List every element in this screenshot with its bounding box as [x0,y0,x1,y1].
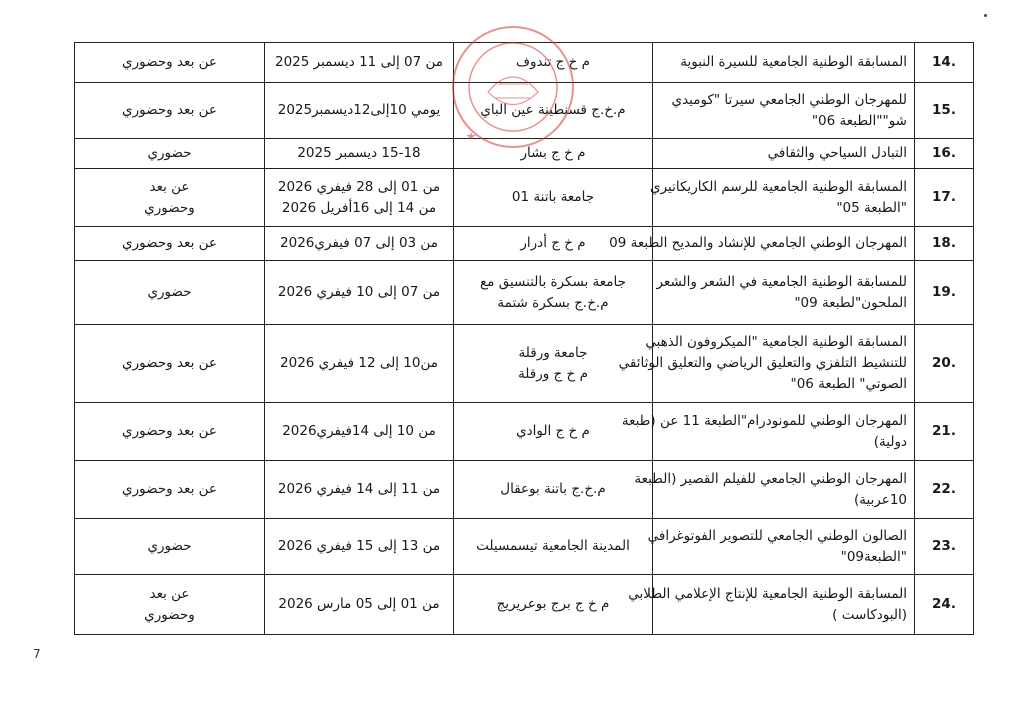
event-location-line: م خ ج أدرار [520,235,586,252]
event-location-cell [454,519,653,575]
event-title-line: الصالون الوطني الجامعي للتصوير الفوتوغرافي [647,527,907,544]
event-mode-line: عن بعد وحضوري [122,423,217,440]
event-location-line: جامعة باتنة 01 [511,189,595,206]
event-mode-cell [75,519,265,575]
event-title-line: المهرجان الوطني الجامعي للفيلم القصير (الطبعة [634,470,907,487]
event-date-line: من 13 إلى 15 فيفري 2026 [277,538,441,555]
event-date-cell [265,519,454,575]
row-number-cell: .23 [915,519,974,575]
event-title-line: المسابقة الوطنية الجامعية للإنتاج الإعلامي الطلابي [628,585,907,602]
event-date-cell [265,325,454,403]
event-title-cell [650,169,915,227]
row-number-cell: .16 [915,139,974,169]
event-location-line: جامعة بسكرة بالتنسيق مع [479,273,626,290]
event-mode-line: حضوري [147,284,192,301]
event-date-cell [265,139,454,169]
event-location-line: م.خ.ج باتنة بوعقال [500,481,606,498]
row-number-cell: .19 [915,261,974,325]
event-mode-cell [75,325,265,403]
event-title-cell [647,519,915,575]
event-mode-cell [75,169,265,227]
event-mode-line: عن بعد وحضوري [122,235,217,252]
event-date-line: من 01 إلى 28 فيفري 2026 [277,178,441,195]
table-row [75,519,974,575]
page-number: 7 [33,647,41,661]
event-date-line: 15-18 ديسمبر 2025 [297,145,421,162]
table-row [75,325,974,403]
event-date-cell [265,403,454,461]
event-location-cell [454,261,653,325]
event-location-cell [454,169,653,227]
row-number-cell: .15 [915,83,974,139]
event-title-line: (البودكاست ) [832,606,907,623]
row-number-cell: .17 [915,169,974,227]
event-title-line: 10عربية) [853,491,907,508]
event-title-line: للمهرجان الوطني الجامعي سيرتا "كوميدي [671,91,907,108]
table-row [75,139,974,169]
event-title-line: التبادل السياحي والثقافي [767,145,907,162]
row-number-cell: .20 [915,325,974,403]
event-title-line: الصوتي" الطبعة 06" [790,375,907,392]
event-title-line: "الطبعة 05" [836,199,907,216]
event-date-line: من 11 إلى 14 فيفري 2026 [277,481,441,498]
event-location-cell [454,43,653,83]
event-date-line: من 07 إلى 11 ديسمبر 2025 [275,54,443,71]
event-date-line: من 03 إلى 07 فيفري2026 [280,235,438,252]
event-mode-cell [75,43,265,83]
table-row [75,43,974,83]
event-mode-line: وحضوري [144,606,195,623]
table-row [75,261,974,325]
event-mode-line: عن بعد [149,585,190,602]
event-location-cell [454,461,653,519]
table-row [75,575,974,635]
event-location-cell [454,139,653,169]
event-date-line: من 01 إلى 05 مارس 2026 [278,596,440,613]
event-title-cell [653,261,915,325]
table-row [75,461,974,519]
event-title-line: المسابقة الوطنية الجامعية للرسم الكاريكاتيري [650,178,907,195]
event-location-cell [454,575,653,635]
event-date-cell [265,83,454,139]
event-title-line: شو""الطبعة 06" [811,112,907,129]
event-title-line: المهرجان الوطني الجامعي للإنشاد والمديح الطبعة 09 [609,235,907,252]
event-title-line: للمسابقة الوطنية الجامعية في الشعر والشعر [656,273,907,290]
event-location-line: م خ ج برج بوعريريج [496,596,610,613]
event-mode-cell [75,461,265,519]
event-mode-cell [75,575,265,635]
event-title-cell [609,227,915,261]
event-title-cell [618,325,915,403]
row-number-cell: .18 [915,227,974,261]
event-title-cell [653,139,915,169]
event-date-cell [265,169,454,227]
row-number-cell: .22 [915,461,974,519]
event-mode-cell [75,227,265,261]
event-date-cell [265,227,454,261]
event-title-line: المسابقة الوطنية الجامعية للسيرة النبوية [680,54,907,71]
event-title-cell [634,461,915,519]
event-date-line: يومي 10إلى12ديسمبر2025 [277,102,441,119]
event-mode-line: عن بعد وحضوري [122,102,217,119]
event-date-line: من 10 إلى 14فيفري2026 [282,423,436,440]
event-location-cell [454,83,653,139]
event-title-line: المسابقة الوطنية الجامعية "الميكروفون الذهبي [645,334,907,351]
event-title-line: للتنشيط التلفزي والتعليق الرياضي والتعليق الوثائقي [618,355,907,372]
event-location-line: م خ ج ورقلة [518,365,588,382]
table-row [75,403,974,461]
table-row [75,83,974,139]
scan-mark [984,14,987,17]
event-date-cell [265,261,454,325]
event-mode-cell [75,261,265,325]
event-title-line: دولية) [873,433,907,450]
event-title-line: المهرجان الوطني للمونودرام"الطبعة 11 عن (طبعة [621,412,907,429]
events-table-body [75,43,974,635]
event-mode-cell [75,403,265,461]
events-table [74,42,974,635]
event-title-line: الملحون"لطبعة 09" [794,294,907,311]
table-row [75,169,974,227]
event-location-line: المدينة الجامعية تيسمسيلت [476,538,630,555]
event-location-line: م خ ج الوادي [516,423,590,440]
event-mode-cell [75,83,265,139]
event-mode-line: وحضوري [144,199,195,216]
event-location-line: م.خ.ج بسكرة شتمة [497,294,609,311]
event-mode-line: عن بعد [149,178,190,195]
event-date-cell [265,575,454,635]
event-title-cell [628,575,915,635]
event-mode-line: عن بعد وحضوري [122,355,217,372]
event-mode-cell [75,139,265,169]
event-title-cell [653,83,915,139]
event-location-line: م.خ.ج قسنطينة عين الباي [480,102,626,119]
event-title-cell [653,43,915,83]
table-row [75,227,974,261]
event-mode-line: حضوري [147,145,192,162]
event-title-cell [621,403,915,461]
event-mode-line: عن بعد وحضوري [122,481,217,498]
event-mode-line: عن بعد وحضوري [122,54,217,71]
row-number-cell: .21 [915,403,974,461]
event-location-line: م خ ج تندوف [515,54,591,71]
event-date-line: من 14 إلى 16أفريل 2026 [281,199,437,216]
event-date-line: من 07 إلى 10 فيفري 2026 [277,284,441,301]
event-date-cell [265,461,454,519]
row-number-cell: .14 [915,43,974,83]
event-mode-line: حضوري [147,538,192,555]
event-location-line: م خ ج بشار [520,145,586,162]
event-date-cell [265,43,454,83]
event-location-line: جامعة ورقلة [518,344,588,361]
event-title-line: "الطبعة09" [840,548,907,565]
row-number-cell: .24 [915,575,974,635]
event-date-line: من10 إلى 12 فيفري 2026 [280,355,438,372]
